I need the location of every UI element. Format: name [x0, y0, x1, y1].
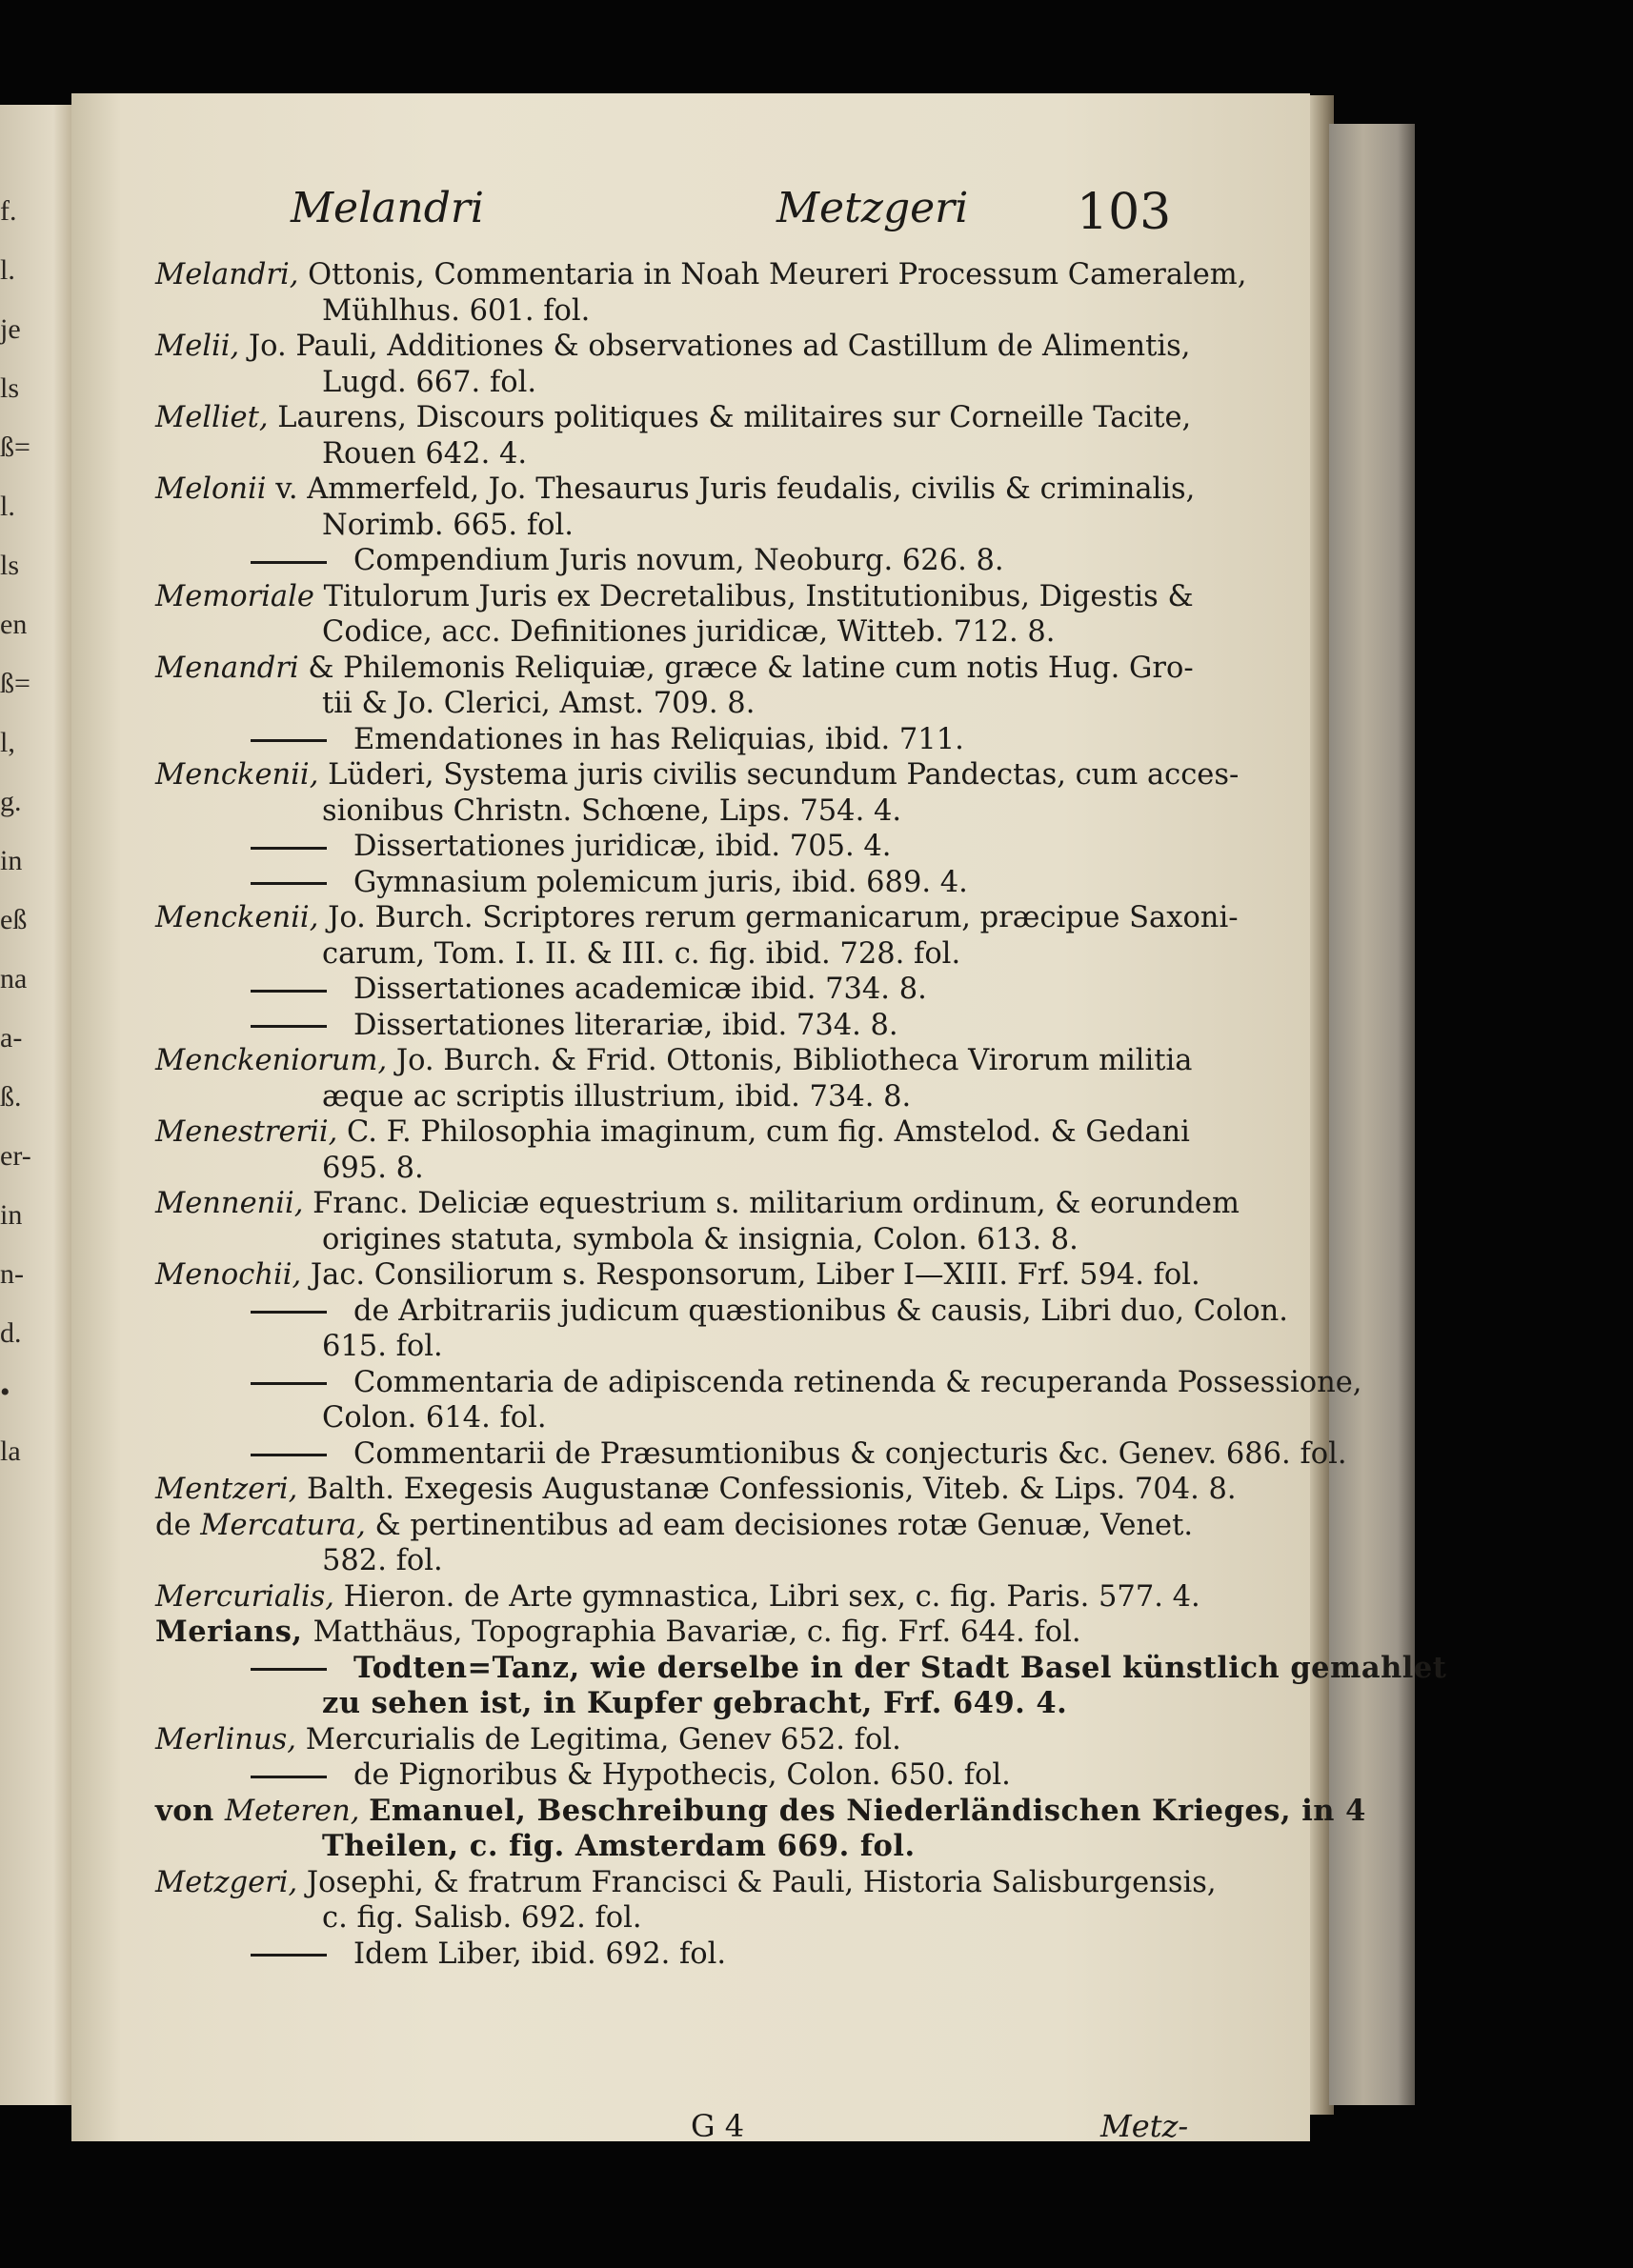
entry-line: [155, 400, 1299, 436]
entry-text: Jac. Consiliorum s. Responsorum, Liber I—XIII. Frf. 594. fol.: [310, 1258, 1200, 1292]
entry-text: Gymnasium polemicum juris, ibid. 689. 4.: [353, 865, 968, 899]
entry-text: æque ac scriptis illustrium, ibid. 734. 8.: [322, 1079, 912, 1114]
entry-text: 582. fol.: [322, 1544, 443, 1577]
entry: [155, 651, 1299, 722]
entry-text: Commentarii de Præsumtionibus & conjecturis &c. Genev. 686. fol.: [353, 1436, 1347, 1471]
entry-line: [155, 329, 1299, 365]
signature-mark: G 4: [691, 2108, 745, 2144]
entry-name: Menckeniorum,: [155, 1044, 396, 1077]
entry: [155, 1043, 1299, 1114]
entry: [155, 1722, 1299, 1758]
facing-page-fragment: ls: [0, 372, 20, 404]
page-number: 103: [1077, 184, 1172, 241]
entry-line: [155, 793, 1299, 830]
entry-line: [155, 722, 1299, 758]
entry-text: tii & Jo. Clerici, Amst. 709. 8.: [322, 687, 756, 720]
facing-page-fragment: d.: [0, 1317, 22, 1349]
entry-text: Franc. Deliciæ equestrium s. militarium ordinum, & eorundem: [312, 1187, 1240, 1220]
entry-line: [155, 757, 1299, 793]
entry-text: Balth. Exegesis Augustanæ Confessionis, Viteb. & Lips. 704. 8.: [307, 1473, 1237, 1506]
entry-line: [155, 1043, 1299, 1079]
entry: [155, 1257, 1299, 1294]
entry-name: Menestrerii,: [155, 1115, 347, 1149]
entry-name: Melii,: [155, 330, 249, 363]
entry: [155, 1757, 1299, 1794]
entry-text: Codice, acc. Definitiones juridicæ, Witteb. 712. 8.: [322, 615, 1056, 649]
entry-line: [155, 1579, 1299, 1616]
ditto-dash: [251, 561, 327, 564]
ditto-dash: [251, 1311, 327, 1314]
entry-line: [155, 579, 1299, 615]
entry-line: [155, 1793, 1366, 1830]
entry-line: [155, 1508, 1299, 1544]
entry-name: Menochii,: [155, 1258, 311, 1292]
entry-text: carum, Tom. I. II. & III. c. fig. ibid. 728. fol.: [322, 936, 961, 971]
facing-page-fragment: na: [0, 963, 28, 994]
entry: [155, 900, 1299, 972]
entry: [155, 1508, 1299, 1579]
entry-text: sionibus Christn. Schœne, Lips. 754. 4.: [322, 793, 902, 828]
entry-text: 615. fol.: [322, 1330, 443, 1363]
entry-text: Ottonis, Commentaria in Noah Meureri Processum Cameralem,: [308, 258, 1247, 291]
ditto-dash: [251, 1382, 327, 1385]
entry-line: [155, 1329, 1299, 1365]
entry-line: [155, 1257, 1299, 1294]
entry: [155, 1186, 1299, 1257]
ditto-dash: [251, 847, 327, 850]
entry-line: [155, 1472, 1299, 1508]
entry-text: Idem Liber, ibid. 692. fol.: [353, 1937, 727, 1971]
entry-prefix: von: [155, 1793, 225, 1828]
facing-page-fragment: ß.: [0, 1081, 22, 1113]
entry-line: [155, 1114, 1299, 1151]
entry-line: [155, 1615, 1299, 1651]
facing-page-fragment: la: [0, 1435, 21, 1467]
entry-line: [155, 508, 1299, 544]
entry-text: Dissertationes literariæ, ibid. 734. 8.: [353, 1008, 898, 1042]
entry-line: [155, 1829, 1299, 1865]
entry-line: [155, 614, 1299, 651]
entry-line: [155, 293, 1299, 330]
facing-page-fragment: l.: [0, 491, 15, 522]
entry: [155, 1472, 1299, 1508]
entry-text: Commentaria de adipiscenda retinenda & recuperanda Possessione,: [353, 1365, 1362, 1399]
entry-line: [155, 1865, 1299, 1901]
entry-line: [155, 651, 1299, 687]
entry-text: 695. 8.: [322, 1151, 424, 1185]
entry: [155, 972, 1299, 1008]
entry: [155, 865, 1299, 901]
entry: [155, 1436, 1347, 1473]
entry-text: & Philemonis Reliquiæ, græce & latine cum notis Hug. Gro-: [308, 651, 1194, 685]
entry-text: de Pignoribus & Hypothecis, Colon. 650. fol.: [353, 1758, 1011, 1792]
running-header: [71, 184, 1310, 251]
entry-text: Colon. 614. fol.: [322, 1401, 547, 1435]
entry-text: Dissertationes academicæ ibid. 734. 8.: [353, 973, 927, 1006]
facing-page-fragment: n-: [0, 1258, 24, 1290]
entry: [155, 579, 1299, 651]
entry: [155, 1365, 1362, 1436]
entry-text: Hieron. de Arte gymnastica, Libri sex, c. fig. Paris. 577. 4.: [343, 1579, 1200, 1614]
facing-page-fragment: •: [0, 1376, 10, 1408]
page-footer: [71, 2108, 1310, 2156]
entry-name: Merians,: [155, 1615, 313, 1649]
entry-name: Mennenii,: [155, 1187, 313, 1220]
entry: [155, 400, 1299, 472]
entry-text: Emanuel, Beschreibung des Niederländischen Krieges, in 4: [369, 1793, 1366, 1828]
entry: [155, 1008, 1299, 1044]
entry-line: [155, 1686, 1299, 1722]
entry-text: Norimb. 665. fol.: [322, 508, 574, 542]
ditto-dash: [251, 1454, 327, 1456]
facing-page-fragment: je: [0, 313, 21, 345]
entry-line: [155, 1543, 1299, 1579]
facing-page-fragment: en: [0, 609, 28, 640]
entry: [155, 1579, 1299, 1616]
entry-prefix: de: [155, 1508, 201, 1542]
ditto-dash: [251, 1776, 327, 1778]
entry-name: Melandri,: [155, 258, 309, 291]
entry-line: [155, 1079, 1299, 1115]
entry-name: Meteren,: [224, 1794, 370, 1828]
entry-text: Rouen 642. 4.: [322, 436, 528, 471]
facing-page-fragment: in: [0, 845, 23, 876]
entry-line: [155, 900, 1299, 936]
entry-line: [155, 865, 1299, 901]
entry-line: [155, 686, 1299, 722]
entry-line: [155, 829, 1299, 865]
entry-name: Melonii: [155, 472, 276, 506]
entry-text: Jo. Burch. & Frid. Ottonis, Bibliotheca Virorum militia: [395, 1044, 1193, 1077]
entry-name: Menandri: [155, 651, 309, 685]
entry-name: Menckenii,: [155, 901, 329, 934]
entry-text: Dissertationes juridicæ, ibid. 705. 4.: [353, 830, 892, 863]
entry: [155, 1793, 1366, 1865]
facing-page-fragment: l,: [0, 727, 15, 758]
entry: [155, 257, 1299, 329]
entry-text: de Arbitrariis judicum quæstionibus & causis, Libri duo, Colon.: [353, 1294, 1288, 1328]
entry-text: v. Ammerfeld, Jo. Thesaurus Juris feudalis, civilis & criminalis,: [275, 472, 1196, 506]
entry: [155, 1937, 1299, 1973]
entry-line: [155, 257, 1299, 293]
entry-name: Metzgeri,: [155, 1865, 307, 1899]
entry-name: Memoriale: [155, 579, 324, 613]
entry-line: [155, 1151, 1299, 1187]
header-right-word: Metzgeri: [776, 184, 969, 232]
entry-line: [155, 1365, 1362, 1401]
entry-name: Mercatura,: [200, 1508, 375, 1542]
entry-text: Mühlhus. 601. fol.: [322, 293, 591, 328]
entry-name: Merlinus,: [155, 1722, 306, 1756]
facing-page-edge: [0, 105, 76, 2105]
entry: [155, 543, 1299, 579]
entry: [155, 472, 1299, 543]
entry-name: Mercurialis,: [155, 1579, 344, 1614]
entry-name: Mentzeri,: [155, 1473, 308, 1506]
entry-line: [155, 1008, 1299, 1044]
entry: [155, 757, 1299, 829]
entry: [155, 329, 1299, 400]
facing-page-fragment: f.: [0, 195, 17, 227]
entry-line: [155, 1650, 1447, 1687]
entry-line: [155, 936, 1299, 973]
entry: [155, 1615, 1299, 1651]
entry-name: Melliet,: [155, 401, 278, 434]
entry-text: Todten=Tanz, wie derselbe in der Stadt Basel künstlich gemahlet: [353, 1650, 1447, 1685]
ditto-dash: [251, 990, 327, 993]
entry-line: [155, 1186, 1299, 1222]
entry-text: & pertinentibus ad eam decisiones rotæ Genuæ, Venet.: [374, 1508, 1194, 1542]
entry-text: C. F. Philosophia imaginum, cum fig. Amstelod. & Gedani: [347, 1115, 1190, 1149]
entry-line: [155, 972, 1299, 1008]
entry: [155, 1865, 1299, 1937]
entry-text: Compendium Juris novum, Neoburg. 626. 8.: [353, 544, 1004, 577]
entry: [155, 722, 1299, 758]
entry-text: Jo. Burch. Scriptores rerum germanicarum, præcipue Saxoni-: [328, 901, 1239, 934]
entry-line: [155, 1400, 1299, 1436]
entry-text: Matthäus, Topographia Bavariæ, c. fig. Frf. 644. fol.: [312, 1616, 1081, 1649]
entry-text: Jo. Pauli, Additiones & observationes ad Castillum de Alimentis,: [248, 330, 1191, 363]
facing-page-fragment: g.: [0, 786, 22, 817]
entry-text: Laurens, Discours politiques & militaires sur Corneille Tacite,: [277, 401, 1192, 434]
facing-page-fragment: ls: [0, 550, 20, 581]
entry-line: [155, 365, 1299, 401]
facing-page-fragment: er-: [0, 1140, 31, 1172]
facing-page-fragment: l.: [0, 254, 15, 286]
entry-text: Mercurialis de Legitima, Genev 652. fol.: [305, 1722, 901, 1756]
ditto-dash: [251, 739, 327, 742]
ditto-dash: [251, 1668, 327, 1671]
entry-text: Titulorum Juris ex Decretalibus, Institutionibus, Digestis &: [323, 579, 1194, 613]
entry-line: [155, 1722, 1299, 1758]
entry: [155, 1650, 1447, 1722]
ditto-dash: [251, 1025, 327, 1028]
entry-line: [155, 1436, 1347, 1473]
bibliography-list: [155, 257, 1447, 1972]
entry-line: [155, 1937, 1299, 1973]
entry-text: Lugd. 667. fol.: [322, 365, 537, 399]
entry-text: origines statuta, symbola & insignia, Colon. 613. 8.: [322, 1222, 1079, 1256]
header-left-word: Melandri: [291, 184, 485, 232]
entry-text: Emendationes in has Reliquias, ibid. 711.: [353, 722, 964, 756]
ditto-dash: [251, 882, 327, 885]
entry-name: Menckenii,: [155, 758, 329, 792]
facing-page-fragment: in: [0, 1199, 23, 1231]
entry-line: [155, 1222, 1299, 1258]
facing-page-fragment: ß=: [0, 668, 30, 699]
entry-text: Lüderi, Systema juris civilis secundum Pandectas, cum acces-: [328, 758, 1240, 792]
ditto-dash: [251, 1954, 327, 1957]
entry-line: [155, 472, 1299, 508]
entry-text: Josephi, & fratrum Francisci & Pauli, Historia Salisburgensis,: [306, 1865, 1217, 1899]
entry-line: [155, 436, 1299, 472]
entry-text: c. fig. Salisb. 692. fol.: [322, 1901, 642, 1935]
catchword: Metz-: [1100, 2108, 1189, 2144]
entry: [155, 1114, 1299, 1186]
entry-text: Theilen, c. fig. Amsterdam 669. fol.: [322, 1829, 916, 1863]
entry-line: [155, 1757, 1299, 1794]
entry: [155, 1294, 1299, 1365]
entry: [155, 829, 1299, 865]
entry-line: [155, 543, 1299, 579]
facing-page-fragment: eß: [0, 904, 28, 935]
facing-page-fragment: ß=: [0, 432, 30, 463]
facing-page-fragment: a-: [0, 1022, 23, 1054]
entry-text: zu sehen ist, in Kupfer gebracht, Frf. 649. 4.: [322, 1686, 1068, 1720]
entry-line: [155, 1900, 1299, 1937]
entry-line: [155, 1294, 1299, 1330]
book-page: [71, 93, 1447, 2144]
